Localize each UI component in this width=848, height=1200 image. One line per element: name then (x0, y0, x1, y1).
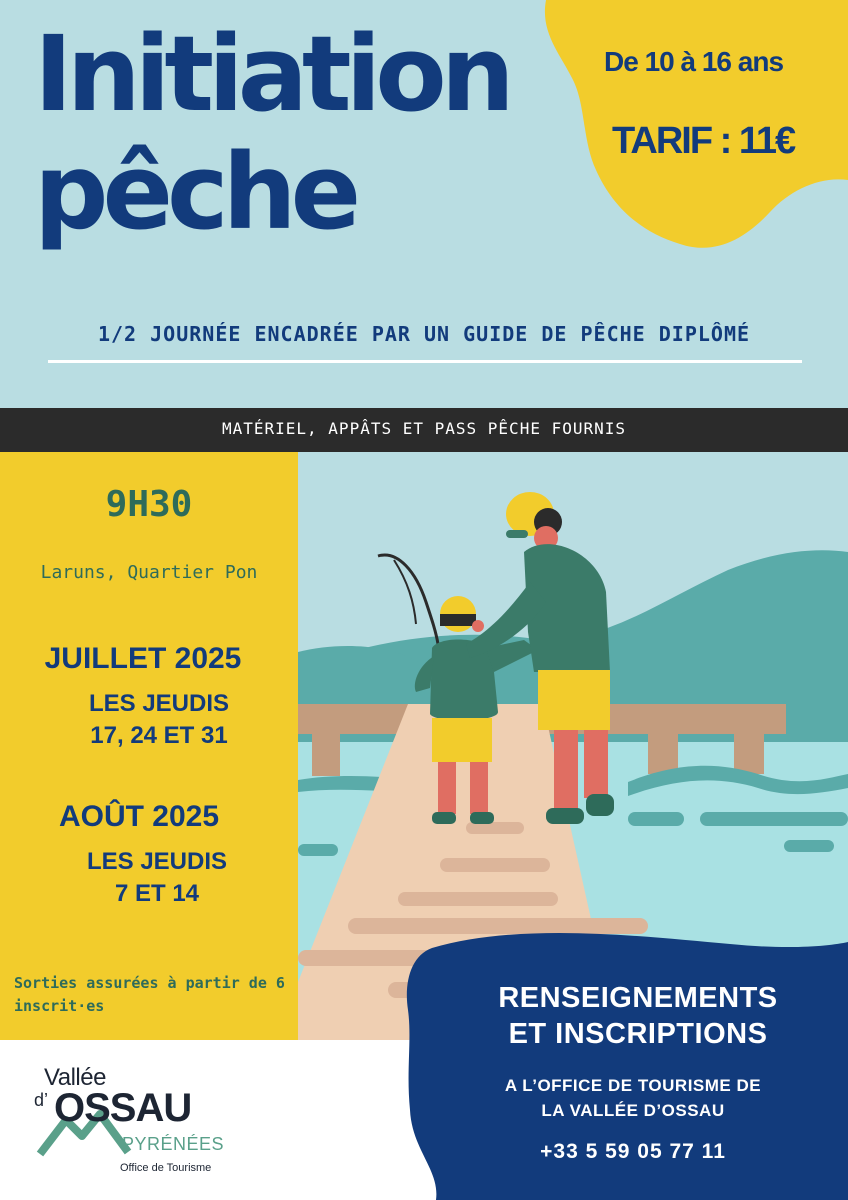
august-days-list: 7 ET 14 (114, 880, 200, 908)
title-line-1: Initiation (34, 13, 509, 135)
title-line-2: pêche (34, 131, 356, 253)
minimum-participants-note: Sorties assurées à partir de 6 inscrit·es (14, 974, 285, 1016)
equipment-band-text: MATÉRIEL, APPÂTS ET PASS PÊCHE FOURNIS (221, 419, 627, 438)
age-range: De 10 à 16 ans (604, 46, 784, 77)
office-line-1: A L’OFFICE DE TOURISME DE (504, 1076, 762, 1095)
office-line-2: LA VALLÉE D’OSSAU (541, 1100, 725, 1120)
contact-heading-line-2: ET INSCRIPTIONS (508, 1018, 768, 1051)
logo-ossau: OSSAU (54, 1086, 192, 1130)
logo-d: d’ (34, 1090, 49, 1110)
august-heading: AOÛT 2025 (58, 800, 220, 833)
logo-valle: Vallée (44, 1064, 106, 1091)
price-label: TARIF : 11€ (612, 120, 795, 162)
july-days-label: LES JEUDIS (88, 690, 230, 717)
july-heading: JUILLET 2025 (44, 642, 242, 675)
contact-heading-line-1: RENSEIGNEMENTS (498, 982, 778, 1014)
office-address (452, 1074, 814, 1123)
contact-heading (452, 980, 824, 1053)
logo-office-de-tourisme: Office de Tourisme (120, 1162, 212, 1174)
august-days-label: LES JEUDIS (86, 848, 228, 875)
start-time: 9H30 (105, 484, 193, 525)
logo-pyrenees: PYRÉNÉES (122, 1134, 225, 1154)
july-days-list: 17, 24 ET 31 (90, 722, 228, 750)
phone-number: +33 5 59 05 77 11 (540, 1140, 726, 1163)
meeting-place: Laruns, Quartier Pon (40, 562, 258, 583)
subtitle: 1/2 JOURNÉE ENCADRÉE PAR UN GUIDE DE PÊCHE DIPLÔMÉ (97, 322, 751, 346)
